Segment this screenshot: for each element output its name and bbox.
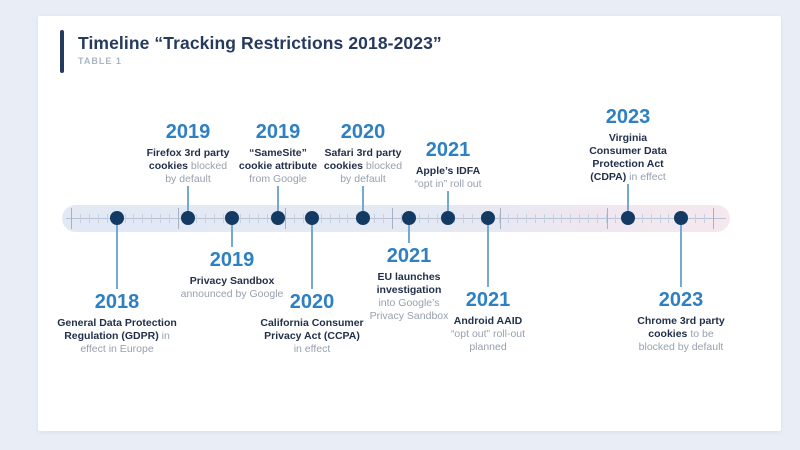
event-label-muted: in effect <box>626 171 666 183</box>
timeline-dot <box>441 211 455 225</box>
timeline-event <box>606 289 756 354</box>
event-label-muted: Privacy Sandbox <box>369 310 449 322</box>
event-label-bold: investigation <box>376 284 442 296</box>
event-year: 2020 <box>289 291 335 313</box>
major-tick <box>713 208 714 229</box>
event-label-line <box>237 330 387 343</box>
event-label-muted: planned <box>469 341 507 353</box>
timeline-event <box>413 289 563 354</box>
major-tick <box>178 208 179 229</box>
minor-tick <box>98 214 99 223</box>
minor-tick <box>517 214 518 223</box>
event-label-bold: Protection Act <box>592 158 664 170</box>
event-label-bold: California Consumer <box>260 317 364 329</box>
minor-tick <box>347 214 348 223</box>
timeline-dot <box>305 211 319 225</box>
event-label-bold: General Data Protection <box>57 317 177 329</box>
event-label-line <box>606 315 756 328</box>
minor-tick <box>169 214 170 223</box>
event-label-line <box>334 271 484 284</box>
event-year: 2018 <box>94 291 140 313</box>
event-label-bold: Android AAID <box>453 315 523 327</box>
minor-tick <box>561 214 562 223</box>
event-connector-line <box>447 191 449 213</box>
minor-tick <box>303 214 304 223</box>
event-label-line <box>606 341 756 354</box>
minor-tick <box>240 214 241 223</box>
minor-tick <box>642 214 643 223</box>
timeline-event <box>553 106 703 184</box>
event-connector-line <box>627 184 629 213</box>
event-label-muted: in <box>158 330 170 342</box>
timeline-dot <box>271 211 285 225</box>
timeline-dot <box>356 211 370 225</box>
minor-tick <box>579 214 580 223</box>
minor-tick <box>695 214 696 223</box>
minor-tick <box>597 214 598 223</box>
event-label-muted: announced by Google <box>180 288 284 300</box>
minor-tick <box>570 214 571 223</box>
event-label-bold: cookies <box>148 160 188 172</box>
event-label-line <box>42 343 192 356</box>
event-label-muted: “opt in” roll out <box>414 178 482 190</box>
minor-tick <box>651 214 652 223</box>
minor-tick <box>526 214 527 223</box>
event-label-muted: effect in Europe <box>80 343 154 355</box>
event-label-bold: Privacy Act (CCPA) <box>264 330 360 342</box>
event-label-bold: Regulation (GDPR) <box>64 330 159 342</box>
minor-tick <box>107 214 108 223</box>
minor-tick <box>205 214 206 223</box>
minor-tick <box>142 214 143 223</box>
minor-tick <box>615 214 616 223</box>
event-label-muted: to be <box>687 328 714 340</box>
event-connector-line <box>116 225 118 289</box>
event-year: 2020 <box>340 121 386 143</box>
event-label-line <box>553 145 703 158</box>
event-label-bold: Chrome 3rd party <box>637 315 725 327</box>
page-title: Timeline “Tracking Restrictions 2018-2023” <box>78 33 442 53</box>
event-connector-line <box>487 225 489 287</box>
minor-tick <box>668 214 669 223</box>
minor-tick <box>535 214 536 223</box>
event-label-muted: by default <box>340 173 386 185</box>
minor-tick <box>660 214 661 223</box>
event-year: 2019 <box>255 121 301 143</box>
event-label-line <box>553 171 703 184</box>
event-label-bold: (CDPA) <box>590 171 627 183</box>
minor-tick <box>544 214 545 223</box>
minor-tick <box>330 214 331 223</box>
minor-tick <box>463 214 464 223</box>
event-connector-line <box>187 186 189 213</box>
event-year: 2023 <box>605 106 651 128</box>
event-connector-line <box>277 186 279 213</box>
minor-tick <box>160 214 161 223</box>
event-label-line <box>42 330 192 343</box>
event-label-muted: blocked by default <box>638 341 724 353</box>
minor-tick <box>267 214 268 223</box>
minor-tick <box>249 214 250 223</box>
event-label-bold: Firefox 3rd party <box>146 147 230 159</box>
event-year: 2021 <box>386 245 432 267</box>
timeline-dot <box>181 211 195 225</box>
timeline-dot <box>402 211 416 225</box>
event-label-muted: “opt out” roll-out <box>450 328 526 340</box>
minor-tick <box>80 214 81 223</box>
minor-tick <box>374 214 375 223</box>
minor-tick <box>588 214 589 223</box>
event-label-line <box>553 158 703 171</box>
event-year: 2021 <box>425 139 471 161</box>
minor-tick <box>294 214 295 223</box>
major-tick <box>71 208 72 229</box>
event-label-line <box>553 132 703 145</box>
minor-tick <box>151 214 152 223</box>
event-label-muted: blocked <box>363 160 403 172</box>
event-year: 2021 <box>465 289 511 311</box>
event-label-bold: Safari 3rd party <box>324 147 402 159</box>
minor-tick <box>258 214 259 223</box>
event-label-line <box>373 165 523 178</box>
event-label-line <box>237 343 387 356</box>
timeline-dot <box>621 211 635 225</box>
minor-tick <box>89 214 90 223</box>
event-label-bold: EU launches <box>377 271 441 283</box>
timeline-event <box>373 139 523 191</box>
major-tick <box>500 208 501 229</box>
minor-tick <box>472 214 473 223</box>
event-label-bold: cookies <box>648 328 688 340</box>
event-label-bold: cookie attribute <box>238 160 318 172</box>
minor-tick <box>196 214 197 223</box>
event-connector-line <box>680 225 682 287</box>
timeline-dot <box>110 211 124 225</box>
event-connector-line <box>231 225 233 247</box>
event-label-bold: cookies <box>323 160 363 172</box>
event-label-muted: blocked <box>188 160 228 172</box>
major-tick <box>285 208 286 229</box>
timeline-dot <box>225 211 239 225</box>
event-label-line <box>373 178 523 191</box>
minor-tick <box>508 214 509 223</box>
event-label-bold: Privacy Sandbox <box>189 275 275 287</box>
minor-tick <box>133 214 134 223</box>
minor-tick <box>339 214 340 223</box>
event-year: 2019 <box>209 249 255 271</box>
event-connector-line <box>408 225 410 243</box>
major-tick <box>607 208 608 229</box>
event-label-line <box>42 317 192 330</box>
event-label-line <box>413 315 563 328</box>
event-label-line <box>413 341 563 354</box>
minor-tick <box>383 214 384 223</box>
title-accent-bar <box>60 30 64 73</box>
minor-tick <box>437 214 438 223</box>
event-connector-line <box>311 225 313 289</box>
event-label-bold: Virginia <box>608 132 648 144</box>
event-year: 2019 <box>165 121 211 143</box>
event-year: 2023 <box>658 289 704 311</box>
event-label-muted: into Google’s <box>378 297 440 309</box>
event-label-muted: in effect <box>293 343 331 355</box>
event-label-line <box>606 328 756 341</box>
minor-tick <box>214 214 215 223</box>
timeline-dot <box>481 211 495 225</box>
event-label-muted: by default <box>165 173 211 185</box>
event-label-bold: “SameSite” <box>249 147 307 159</box>
event-connector-line <box>362 186 364 213</box>
major-tick <box>392 208 393 229</box>
event-label-muted: from Google <box>249 173 307 185</box>
minor-tick <box>419 214 420 223</box>
minor-tick <box>321 214 322 223</box>
event-label-bold: Apple’s IDFA <box>415 165 481 177</box>
minor-tick <box>704 214 705 223</box>
minor-tick <box>125 214 126 223</box>
minor-tick <box>553 214 554 223</box>
event-label-bold: Consumer Data <box>589 145 667 157</box>
table-label: TABLE 1 <box>78 56 122 66</box>
event-label-line <box>413 328 563 341</box>
event-label-line <box>157 275 307 288</box>
timeline-dot <box>674 211 688 225</box>
minor-tick <box>428 214 429 223</box>
minor-tick <box>223 214 224 223</box>
